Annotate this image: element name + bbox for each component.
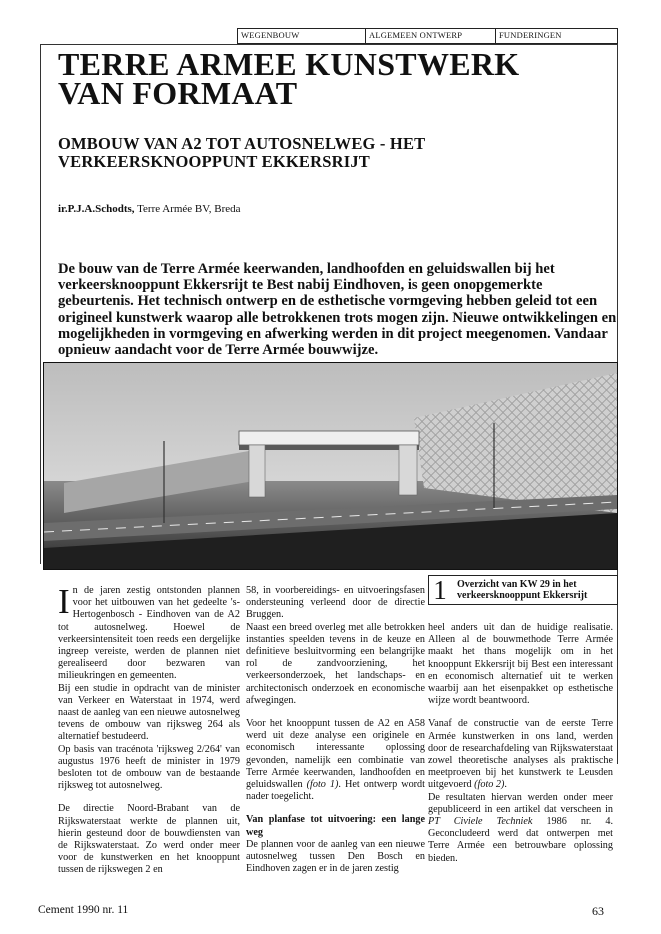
body-column-3 bbox=[428, 622, 613, 865]
title-line-2: VAN FORMAAT bbox=[58, 75, 298, 111]
column-3-paragraph-3-text-b: 1986 nr. 4. Geconcludeerd werd dat ontwerpen met Terre Armée een betrouwbare oplossing bieden. bbox=[428, 816, 613, 864]
column-3-paragraph-3 bbox=[428, 792, 613, 865]
column-2-paragraph-3 bbox=[246, 718, 425, 803]
caption-text bbox=[457, 579, 587, 601]
caption-number: 1 bbox=[433, 575, 447, 605]
column-1-paragraph-3: Op basis van tracénota 'rijksweg 2/264' van augustus 1976 heeft de minister in 1979 besloten tot de ombouw van de bestaande rijksweg tot autosnelweg. bbox=[58, 743, 240, 792]
drop-cap: I bbox=[58, 582, 70, 621]
column-3-paragraph-2 bbox=[428, 718, 613, 791]
column-1-paragraph-4: De directie Noord-Brabant van de Rijkswaterstaat werkte de plannen uit, hierin gesteund door de bouwdiensten van de Rijkswaterstaat. Zo werd onder meer voor de kunstwerken en het knooppunt tussen de rijkswegen 2 en bbox=[58, 803, 240, 876]
subtitle-line-1: OMBOUW VAN A2 TOT AUTOSNELWEG - HET bbox=[58, 134, 426, 153]
photo-reference-2: (foto 2) bbox=[474, 779, 505, 791]
article-title bbox=[58, 46, 520, 111]
column-2-paragraph-3-text-a: Voor het knooppunt tussen de A2 en A58 werd uit deze analyse een originele en economisch interessante oplossing gevonden, namelijk een combinatie van Terre Armée keerwanden, landhoofden en geluidswallen bbox=[246, 718, 425, 791]
column-3-paragraph-2-text-b: . bbox=[504, 779, 507, 791]
author-line bbox=[58, 203, 241, 215]
frame-rule-left bbox=[40, 44, 41, 564]
footer-journal: Cement 1990 nr. 11 bbox=[38, 904, 129, 916]
figure-caption bbox=[428, 575, 618, 605]
author-name: ir.P.J.A.Schodts, bbox=[58, 203, 135, 215]
body-column-2 bbox=[246, 585, 425, 875]
journal-reference: PT Civiele Techniek bbox=[428, 816, 533, 828]
caption-text-line-1: Overzicht van KW 29 in het bbox=[457, 579, 577, 590]
photo-reference-1: (foto 1) bbox=[306, 779, 339, 791]
title-line-1: TERRE ARMEE KUNSTWERK bbox=[58, 46, 520, 82]
column-2-paragraph-4: De plannen voor de aanleg van een nieuwe autosnelweg tussen Den Bosch en Eindhoven zagen er in de jaren zestig bbox=[246, 838, 425, 875]
column-1-paragraph-2: Bij een studie in opdracht van de minister van Verkeer en Waterstaat in 1974, werd naast de aanleg van een nieuwe autosnelweg tevens de ombouw van rijksweg 264 als alternatief bestudeerd. bbox=[58, 682, 240, 743]
author-affiliation: Terre Armée BV, Breda bbox=[134, 203, 241, 215]
caption-text-line-2: verkeersknooppunt Ekkersrijt bbox=[457, 590, 588, 601]
column-3-paragraph-2-text-a: Vanaf de constructie van de eerste Terre Armée kunstwerken in ons land, werden door de researchafdeling van Rijkswaterstaat zowel theoretische analyses als praktische meetproeven bij het kunstwerk te Leusden uitgevoerd bbox=[428, 718, 613, 791]
frame-rule-top bbox=[40, 44, 618, 45]
lead-paragraph: De bouw van de Terre Armée keerwanden, landhoofden en geluidswallen bij het verkeersknooppunt Ekkersrijt te Best nabij Eindhoven, is geen onopgemerkte gebeurtenis. Het technisch ontwerp en de esthetische vormgeving hebben geleid tot een origineel kunstwerk waarop alle betrokkenen trots mogen zijn. Nieuwe ontwikkelingen en mogelijkheden in vormgeving en afwerking werden in dit project meegenomen. Vandaar opnieuw aandacht voor de Terre Armée bouwwijze. bbox=[58, 261, 617, 359]
subtitle-line-2: VERKEERSKNOOPPUNT EKKERSRIJT bbox=[58, 152, 370, 171]
column-2-paragraph-1: 58, in voorbereidings- en uitvoeringsfasen ondersteuning verleend door de directie Bruggen. bbox=[246, 585, 425, 621]
overpass-photo bbox=[43, 362, 618, 570]
tab-algemeen-ontwerp: ALGEMEEN ONTWERP bbox=[366, 29, 496, 43]
section-heading: Van planfase tot uitvoering: een lange weg bbox=[246, 814, 425, 838]
overpass-photo-illustration bbox=[44, 363, 617, 569]
category-tabs bbox=[237, 28, 618, 44]
page-number: 63 bbox=[592, 904, 604, 918]
column-2-paragraph-3-text-b: . Het ontwerp wordt nader toegelicht. bbox=[246, 779, 425, 803]
column-3-paragraph-3-text-a: De resultaten hiervan werden onder meer gepubliceerd in een artikel dat verscheen in bbox=[428, 791, 613, 815]
tab-wegenbouw: WEGENBOUW bbox=[238, 29, 366, 43]
article-subtitle bbox=[58, 135, 425, 171]
tab-funderingen: FUNDERINGEN bbox=[499, 30, 562, 40]
column-3-paragraph-1: heel anders uit dan de huidige realisatie. Alleen al de bouwmethode Terre Armée maakt het thans mogelijk om in het knooppunt Ekkersrijt bij Best een interessant en economisch alternatief uit te werken waarbij aan het eisenpakket op esthetische wijze wordt beantwoord. bbox=[428, 622, 613, 707]
column-2-paragraph-2: Naast een breed overleg met alle betrokken instanties speelden tevens in de keuze en definitieve besluitvorming een belangrijke rol de zandvoorziening, het verkeersonderzoek, het landschaps- en architectonisch onderzoek en economische afwegingen. bbox=[246, 621, 425, 706]
column-1-paragraph-1-text: n de jaren zestig ontstonden plannen voor het uitbouwen van het gedeelte 's-Hertogenbosch - Eindhoven van de A2 tot autosnelweg. Hoewel de verkeersintensiteit toen reeds een dergelijke ingreep vereiste, werden de plannen niet gerealiseerd door bezwaren van milieukringen en gemeenten. bbox=[58, 585, 240, 682]
column-1-paragraph-1 bbox=[58, 582, 240, 683]
body-column-1 bbox=[58, 582, 240, 877]
